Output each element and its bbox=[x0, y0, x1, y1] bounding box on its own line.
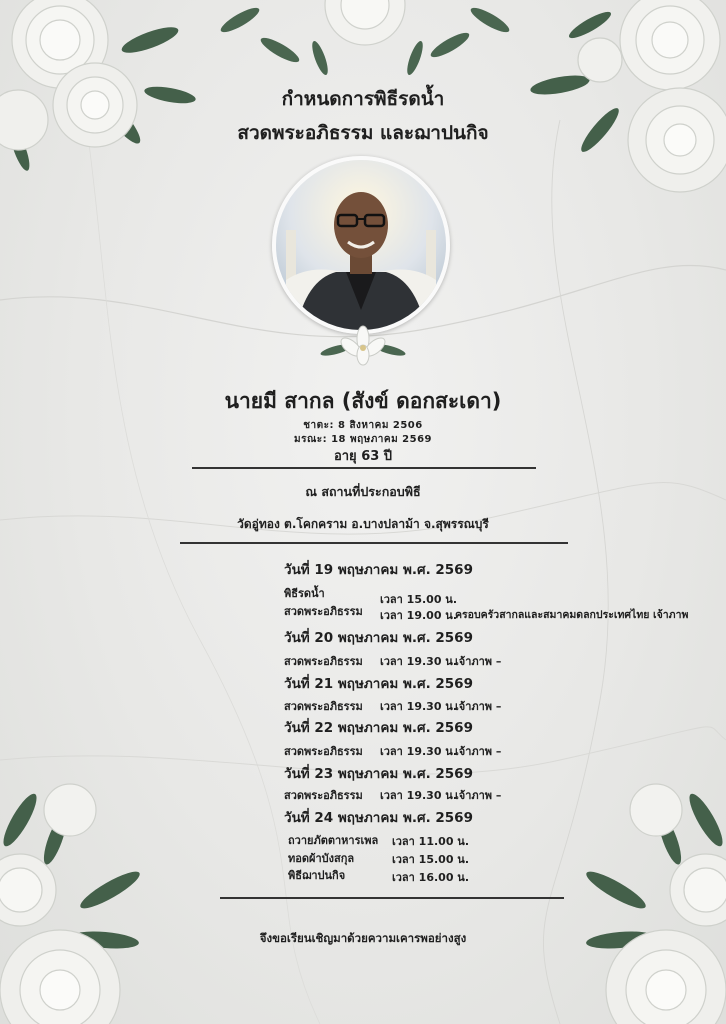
activity-time: เวลา 19.30 น. bbox=[380, 700, 458, 713]
host-note: เจ้าภาพ – bbox=[455, 700, 502, 713]
invitation-text: จึงขอเรียนเชิญมาด้วยความเคารพอย่างสูง bbox=[259, 931, 467, 945]
activity-label: สวดพระอภิธรรม bbox=[284, 605, 363, 618]
page-title-line-2: สวดพระอภิธรรม และฌาปนกิจ bbox=[237, 122, 489, 144]
schedule-date: วันที่ 24 พฤษภาคม พ.ศ. 2569 bbox=[284, 810, 473, 826]
deceased-name: นายมี สากล (สังข์ ดอกสะเดา) bbox=[224, 389, 502, 413]
divider bbox=[180, 542, 568, 544]
activity-label: พิธีฌาปนกิจ bbox=[288, 869, 346, 882]
venue-address: วัดอู่ทอง ต.โคกคราม อ.บางปลาม้า จ.สุพรรณบุรี bbox=[237, 517, 489, 531]
activity-label: สวดพระอภิธรรม bbox=[284, 789, 363, 802]
schedule-date: วันที่ 23 พฤษภาคม พ.ศ. 2569 bbox=[284, 766, 473, 782]
schedule-date: วันที่ 20 พฤษภาคม พ.ศ. 2569 bbox=[284, 630, 473, 646]
divider bbox=[192, 467, 536, 469]
activity-label: ทอดผ้าบังสกุล bbox=[288, 852, 355, 865]
activity-time: เวลา 15.00 น. bbox=[380, 593, 458, 606]
activity-time: เวลา 19.00 น. bbox=[380, 609, 458, 622]
death-date: มรณะ: 18 พฤษภาคม 2569 bbox=[293, 434, 433, 445]
deceased-portrait bbox=[272, 156, 450, 334]
activity-label: สวดพระอภิธรรม bbox=[284, 700, 363, 713]
host-note: เจ้าภาพ – bbox=[455, 789, 502, 802]
lily-icon bbox=[318, 325, 408, 370]
birth-date: ชาตะ: 8 สิงหาคม 2506 bbox=[303, 420, 423, 431]
activity-time: เวลา 19.30 น. bbox=[380, 745, 458, 758]
schedule-date: วันที่ 22 พฤษภาคม พ.ศ. 2569 bbox=[284, 720, 473, 736]
age: อายุ 63 ปี bbox=[333, 449, 393, 464]
activity-time: เวลา 11.00 น. bbox=[392, 835, 470, 848]
activity-time: เวลา 15.00 น. bbox=[392, 853, 470, 866]
host-note: ครอบครัวสากลและสมาคมดลกประเทศไทย เจ้าภาพ bbox=[455, 609, 689, 621]
host-note: เจ้าภาพ – bbox=[455, 655, 502, 668]
activity-label: สวดพระอภิธรรม bbox=[284, 655, 363, 668]
flower-decoration-bottom-left bbox=[0, 780, 160, 1024]
activity-label: ถวายภัตตาหารเพล bbox=[288, 834, 379, 847]
schedule-date: วันที่ 19 พฤษภาคม พ.ศ. 2569 bbox=[284, 562, 473, 578]
activity-time: เวลา 19.30 น. bbox=[380, 789, 458, 802]
activity-label: สวดพระอภิธรรม bbox=[284, 745, 363, 758]
activity-label: พิธีรดน้ำ bbox=[284, 587, 325, 600]
page-title-line-1: กำหนดการพิธีรดน้ำ bbox=[281, 88, 445, 110]
activity-time: เวลา 16.00 น. bbox=[392, 871, 470, 884]
schedule-date: วันที่ 21 พฤษภาคม พ.ศ. 2569 bbox=[284, 676, 473, 692]
activity-time: เวลา 19.30 น. bbox=[380, 655, 458, 668]
flower-decoration-bottom-right bbox=[570, 780, 726, 1024]
venue-heading: ณ สถานที่ประกอบพิธี bbox=[305, 484, 421, 499]
divider bbox=[220, 897, 564, 899]
flower-decoration-top-center bbox=[200, 0, 530, 75]
host-note: เจ้าภาพ – bbox=[455, 745, 502, 758]
